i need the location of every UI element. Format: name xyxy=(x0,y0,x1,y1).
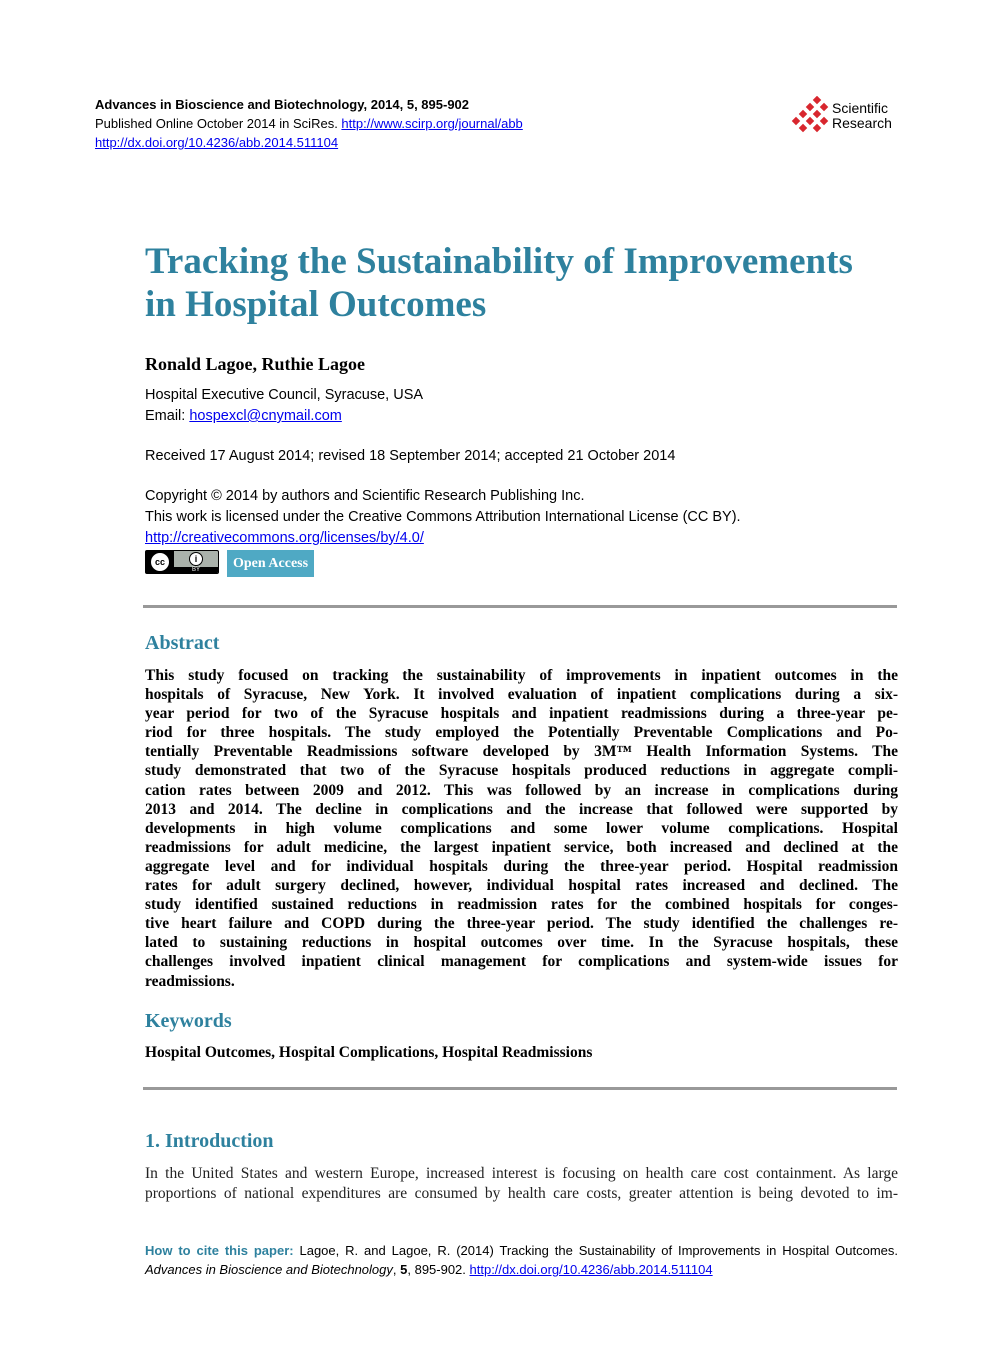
paper-title xyxy=(145,240,853,326)
doi-link[interactable]: http://dx.doi.org/10.4236/abb.2014.511104 xyxy=(95,135,339,150)
abstract-line: 2013 and 2014. The decline in complications and the increase that followed were supported by xyxy=(145,800,898,818)
by-label: BY xyxy=(174,567,218,574)
abstract-body xyxy=(145,666,898,991)
copyright: Copyright © 2014 by authors and Scientific Research Publishing Inc. xyxy=(145,488,585,504)
journal-header xyxy=(95,95,523,152)
scientific-research-logo xyxy=(790,96,892,136)
abstract-line: study demonstrated that two of the Syracuse hospitals produced reductions in aggregate compli- xyxy=(145,762,898,780)
license-block xyxy=(145,486,741,577)
abstract-line: year period for two of the Syracuse hospitals and inpatient readmissions during a three-year pe- xyxy=(145,705,898,723)
abstract-line: readmissions. xyxy=(145,972,235,990)
dates: Received 17 August 2014; revised 18 September 2014; accepted 21 October 2014 xyxy=(145,448,676,464)
affiliation: Hospital Executive Council, Syracuse, USA xyxy=(145,387,424,403)
license-text: This work is licensed under the Creative Commons Attribution International License (CC BY). xyxy=(145,509,741,525)
abstract-line: tentially Preventable Readmissions software developed by 3M™ Health Information Systems. The xyxy=(145,743,898,761)
citation-label: How to cite this paper: xyxy=(145,1243,300,1258)
open-access-badge: Open Access xyxy=(227,550,314,577)
abstract-line: tive heart failure and COPD during the three-year period. The study identified the challenges re- xyxy=(145,915,898,933)
abstract-line: developments in high volume complications and some lower volume complications. Hospital xyxy=(145,819,898,837)
license-link[interactable]: http://creativecommons.org/licenses/by/4.0/ xyxy=(145,530,424,546)
abstract-line: challenges involved inpatient clinical management for complications and system-wide issues for xyxy=(145,953,898,971)
title-line: in Hospital Outcomes xyxy=(145,284,487,325)
citation-volume: 5 xyxy=(400,1262,408,1277)
divider xyxy=(143,1087,897,1090)
introduction-heading: 1. Introduction xyxy=(145,1130,274,1152)
keywords-heading: Keywords xyxy=(145,1010,232,1032)
abstract-line: study identified sustained reductions in readmission rates for the combined hospitals for conges- xyxy=(145,896,898,914)
abstract-line: cation rates between 2009 and 2012. This was followed by an increase in complications during xyxy=(145,781,898,799)
keywords: Hospital Outcomes, Hospital Complications, Hospital Readmissions xyxy=(145,1044,593,1061)
published-text: Published Online October 2014 in SciRes. xyxy=(95,116,342,131)
affiliation-block xyxy=(145,385,423,427)
divider xyxy=(143,605,897,608)
email-label: Email: xyxy=(145,408,190,424)
citation-text: Lagoe, R. and Lagoe, R. (2014) Tracking the Sustainability of Improvements in Hospital Outcomes. xyxy=(299,1243,898,1258)
citation-pages: , 895-902. xyxy=(407,1262,470,1277)
cc-by-badge[interactable] xyxy=(145,550,219,574)
abstract-line: lated to sustaining reductions in hospital outcomes over time. In the Syracuse hospitals, these xyxy=(145,934,898,952)
logo-text-scientific: Scientific xyxy=(832,100,889,116)
abstract-line: hospitals of Syracuse, New York. It involved evaluation of inpatient complications during a six- xyxy=(145,686,898,704)
title-line: Tracking the Sustainability of Improvements xyxy=(145,241,853,282)
introduction-body xyxy=(145,1164,898,1204)
intro-line: In the United States and western Europe, increased interest is focusing on health care cost containment. As large xyxy=(145,1165,898,1182)
abstract-line: aggregate level and for individual hospitals during the three-year period. Hospital readmission xyxy=(145,857,898,875)
citation-block xyxy=(145,1241,898,1279)
abstract-line: This study focused on tracking the sustainability of improvements in inpatient outcomes in the xyxy=(145,667,898,684)
attribution-icon: i xyxy=(189,552,203,566)
citation-doi-link[interactable]: http://dx.doi.org/10.4236/abb.2014.511104 xyxy=(469,1262,713,1277)
abstract-line: riod for three hospitals. The study employed the Potentially Preventable Complications and Po- xyxy=(145,724,898,742)
abstract-line: readmissions for adult medicine, the largest inpatient service, both increased and declined at the xyxy=(145,838,898,856)
logo-text-research: Research xyxy=(832,115,892,131)
cc-icon: cc xyxy=(150,552,170,572)
intro-line: proportions of national expenditures are consumed by health care costs, greater attention is being devoted to im- xyxy=(145,1185,898,1202)
diamond-cluster-icon xyxy=(790,96,830,136)
citation-sep: , xyxy=(392,1262,401,1277)
journal-link[interactable]: http://www.scirp.org/journal/abb xyxy=(341,116,523,131)
journal-citation: Advances in Bioscience and Biotechnology, 2014, 5, 895-902 xyxy=(95,97,470,112)
abstract-line: rates for adult surgery declined, however, individual hospital rates increased and declined. The xyxy=(145,877,898,895)
email-link[interactable]: hospexcl@cnymail.com xyxy=(189,408,342,424)
citation-journal: Advances in Bioscience and Biotechnology xyxy=(145,1262,393,1277)
abstract-heading: Abstract xyxy=(145,632,220,654)
authors: Ronald Lagoe, Ruthie Lagoe xyxy=(145,354,366,374)
